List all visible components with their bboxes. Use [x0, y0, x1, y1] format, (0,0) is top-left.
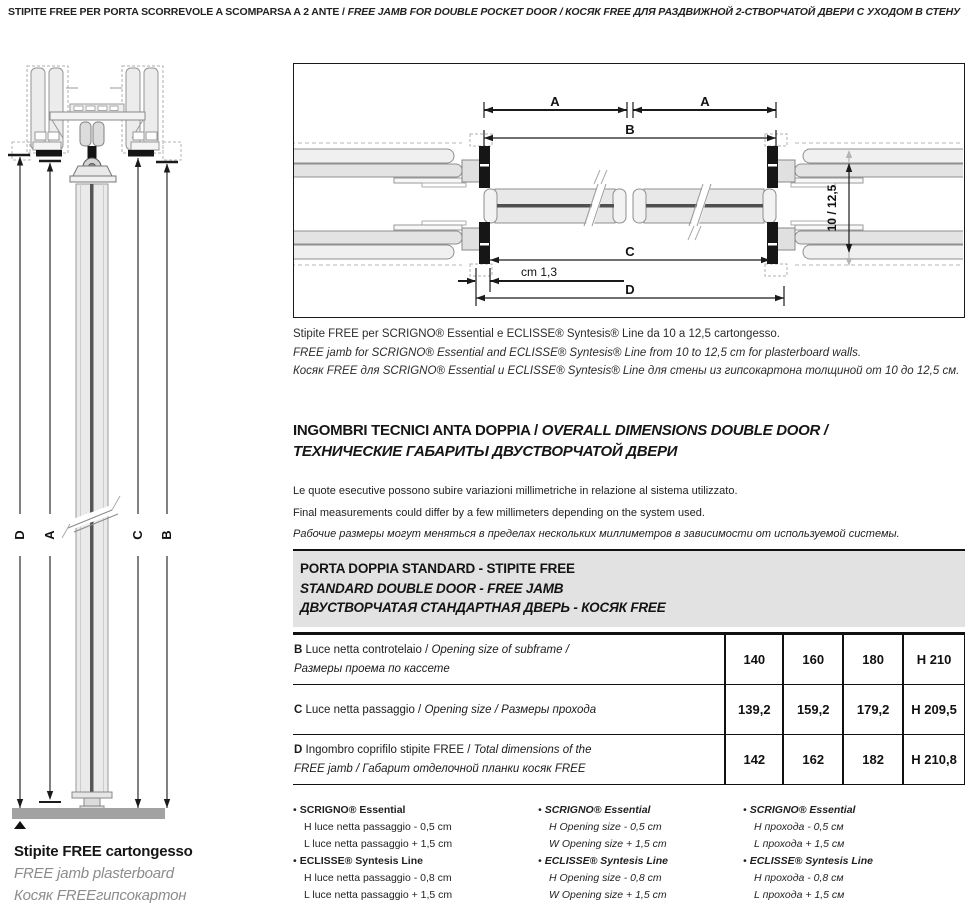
row-d-value-180: 182 — [842, 735, 902, 784]
side-caption-en: FREE jamb plasterboard — [14, 865, 174, 882]
page-header — [8, 6, 960, 18]
fn1-line3: H luce netta passaggio - 0,8 cm — [304, 872, 452, 884]
section-title — [293, 420, 828, 462]
note-ru: Рабочие размеры могут меняться в пределах нескольких миллиметров в зависимости от используемой системы. — [293, 528, 900, 540]
dim-label-a1: A — [550, 94, 560, 109]
footnotes-english — [538, 802, 738, 904]
fn2-brand-scrigno: SCRIGNO® Essential — [544, 804, 651, 816]
row-c-it: Luce netta passaggio / — [305, 704, 422, 716]
fn2-line4: W Opening size + 1,5 cm — [549, 889, 667, 901]
row-b-value-h: H 210 — [902, 635, 964, 684]
row-c-value-140: 139,2 — [724, 685, 782, 734]
row-b-it: Luce netta controtelaio / — [305, 644, 429, 656]
plan-drawing-frame — [293, 63, 965, 318]
row-b-key: B — [294, 644, 303, 656]
row-c-en: Opening size / — [424, 704, 498, 716]
dim-label-b: B — [625, 122, 635, 137]
fn3-line2: L прохода + 1,5 см — [754, 838, 845, 850]
bullet-icon: • — [293, 804, 297, 816]
page-header-en: FREE JAMB FOR DOUBLE POCKET DOOR / — [347, 6, 563, 18]
plan-drawing-caption — [293, 325, 959, 381]
plan-caption-en: FREE jamb for SCRIGNO® Essential and ECLISSE® Syntesis® Line from 10 to 12,5 cm for plasterboard walls. — [293, 346, 862, 359]
note-it: Le quote esecutive possono subire variazioni millimetriche in relazione al sistema utilizzato. — [293, 485, 738, 497]
side-caption-ru: Косяк FREEгипсокартон — [14, 887, 187, 904]
row-d-description — [293, 735, 724, 784]
dim-label-c: C — [130, 530, 145, 540]
side-drawing-caption — [14, 841, 193, 907]
section-title-ru: ТЕХНИЧЕСКИЕ ГАБАРИТЫ ДВУСТВОРЧАТОЙ ДВЕРИ — [293, 443, 678, 460]
row-d-en2: FREE jamb / — [294, 763, 360, 775]
fn1-brand-scrigno: SCRIGNO® Essential — [299, 804, 406, 816]
dim-label-c: C — [625, 244, 635, 259]
table-row-c — [293, 685, 964, 735]
row-d-it: Ingombro coprifilo stipite FREE / — [305, 744, 471, 756]
bullet-icon: • — [293, 855, 297, 867]
table-banner — [293, 549, 965, 627]
row-b-value-180: 180 — [842, 635, 902, 684]
row-c-description — [293, 685, 724, 734]
row-c-key: C — [294, 704, 303, 716]
dim-label-a2: A — [700, 94, 710, 109]
fn3-line4: L прохода + 1,5 см — [754, 889, 845, 901]
fn3-brand-scrigno: SCRIGNO® Essential — [749, 804, 856, 816]
dim-label-d: D — [12, 530, 27, 540]
row-d-key: D — [294, 744, 303, 756]
dim-label-wall: 10 / 12,5 — [825, 184, 839, 232]
row-c-ru: Размеры прохода — [501, 704, 597, 716]
table-row-b — [293, 635, 964, 685]
section-title-it: INGOMBRI TECNICI ANTA DOPPIA / — [293, 422, 538, 439]
side-section-drawing — [0, 58, 200, 838]
fn3-line1: H прохода - 0,5 см — [754, 821, 844, 833]
bullet-icon: • — [743, 804, 747, 816]
row-b-description — [293, 635, 724, 684]
dim-label-d: D — [625, 282, 635, 297]
fn3-line3: H прохода - 0,8 см — [754, 872, 844, 884]
page-header-it: STIPITE FREE PER PORTA SCORREVOLE A SCOMPARSA A 2 ANTE / — [8, 6, 345, 18]
fn2-line3: H Opening size - 0,8 cm — [549, 872, 662, 884]
plan-section-drawing — [294, 64, 963, 316]
row-d-value-h: H 210,8 — [902, 735, 964, 784]
row-c-value-160: 159,2 — [782, 685, 842, 734]
side-door-panel — [62, 184, 120, 810]
fn1-brand-eclisse: ECLISSE® Syntesis Line — [299, 855, 423, 867]
plan-caption-it: Stipite FREE per SCRIGNO® Essential e ECLISSE® Syntesis® Line da 10 a 12,5 cartongesso. — [293, 328, 780, 340]
fn1-line2: L luce netta passaggio + 1,5 cm — [304, 838, 453, 850]
plan-caption-ru: Косяк FREE для SCRIGNO® Essential и ECLISSE® Syntesis® Line для стены из гипсокартона толщиной от 10 до 12,5 см. — [293, 365, 960, 377]
dimensions-table — [293, 632, 965, 785]
note-en: Final measurements could differ by a few millimeters depending on the system used. — [293, 506, 705, 519]
fn2-line1: H Opening size - 0,5 cm — [549, 821, 662, 833]
dim-label-cm: cm 1,3 — [520, 265, 558, 279]
row-d-en: Total dimensions of the — [473, 744, 592, 756]
bullet-icon: • — [743, 855, 747, 867]
row-c-value-180: 179,2 — [842, 685, 902, 734]
row-d-ru: Габарит отделочной планки косяк FREE — [362, 763, 586, 775]
row-d-value-160: 162 — [782, 735, 842, 784]
page-header-ru: КОСЯК FREE ДЛЯ РАЗДВИЖНОЙ 2-СТВОРЧАТОЙ ДВЕРИ С УХОДОМ В СТЕНУ — [565, 6, 960, 18]
table-row-d — [293, 735, 964, 785]
fn2-line2: W Opening size + 1,5 cm — [549, 838, 667, 850]
side-caption-it-post: cartongesso — [105, 843, 193, 860]
fn1-line4: L luce netta passaggio + 1,5 cm — [304, 889, 453, 901]
side-caption-it-pre: Stipite — [14, 843, 59, 860]
footnotes-russian — [743, 802, 963, 904]
bullet-icon: • — [538, 804, 542, 816]
caption-pointer-triangle — [14, 821, 26, 829]
side-caption-it-bold: FREE — [62, 843, 102, 860]
row-c-value-h: H 209,5 — [902, 685, 964, 734]
bullet-icon: • — [538, 855, 542, 867]
dim-label-a: A — [42, 530, 57, 540]
section-title-en: OVERALL DIMENSIONS DOUBLE DOOR / — [541, 422, 828, 439]
section-notes — [293, 481, 900, 546]
fn1-line1: H luce netta passaggio - 0,5 cm — [304, 821, 452, 833]
row-b-en: Opening size of subframe / — [431, 644, 569, 656]
row-d-value-140: 142 — [724, 735, 782, 784]
footnotes-italian — [293, 802, 533, 904]
dim-label-b: B — [159, 530, 174, 540]
banner-en: STANDARD DOUBLE DOOR - FREE JAMB — [300, 580, 564, 596]
plan-door-panels — [484, 170, 776, 240]
row-b-ru: Размеры проема по кассете — [294, 663, 450, 675]
fn2-brand-eclisse: ECLISSE® Syntesis Line — [544, 855, 668, 867]
side-floor — [12, 808, 165, 829]
row-b-value-160: 160 — [782, 635, 842, 684]
row-b-value-140: 140 — [724, 635, 782, 684]
banner-ru: ДВУСТВОРЧАТАЯ СТАНДАРТНАЯ ДВЕРЬ - КОСЯК FREE — [300, 600, 666, 615]
fn3-brand-eclisse: ECLISSE® Syntesis Line — [749, 855, 873, 867]
banner-it: PORTA DOPPIA STANDARD - STIPITE FREE — [300, 561, 575, 576]
